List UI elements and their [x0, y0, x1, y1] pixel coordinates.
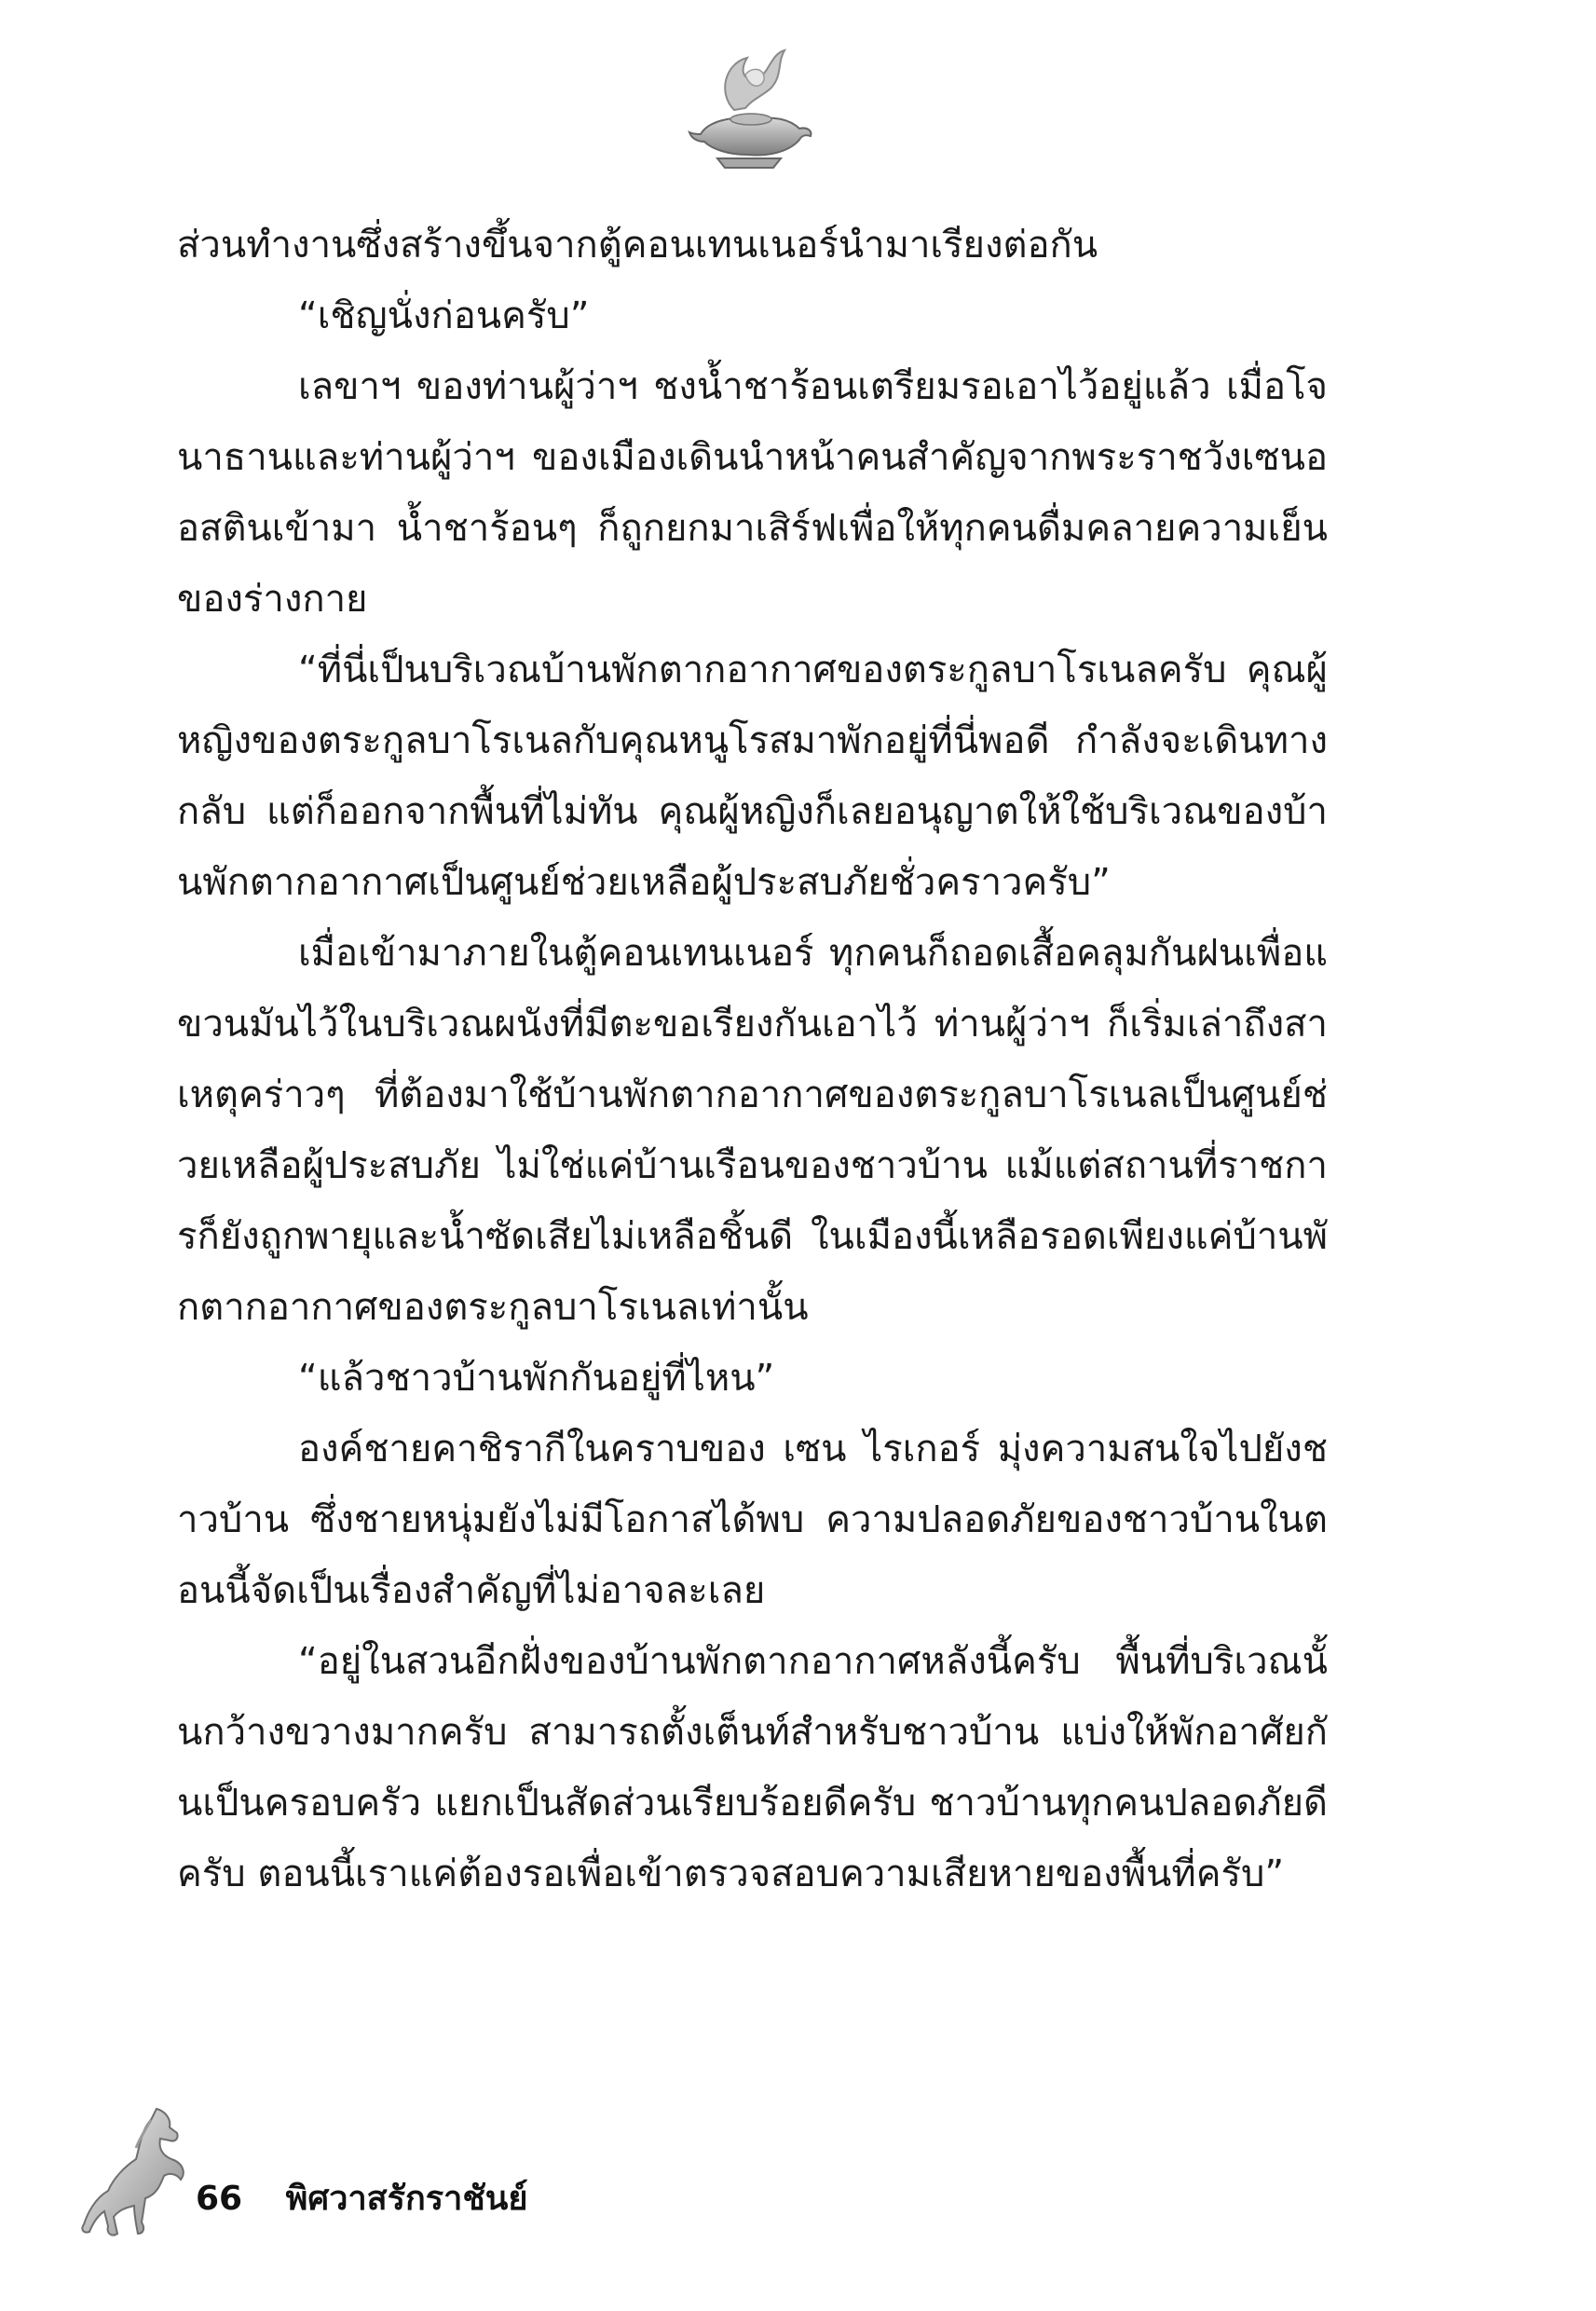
paragraph: “เชิญนั่งก่อนครับ”: [298, 294, 590, 337]
book-title: พิศวาสรักราชันย์: [285, 2180, 528, 2218]
paragraph: เมื่อเข้ามาภายในตู้คอนเทนเนอร์ ทุกคนก็ถอดเสื้อคลุมกันฝนเพื่อแขวนมันไว้ในบริเวณผนังที่มีตะขอเรียงกันเอาไว้ ท่านผู้ว่าฯ ก็เริ่มเล่าถึงสาเหตุคร่าวๆ ที่ต้องมาใช้บ้านพักตากอากาศของตระกูลบาโรเนลเป็นศูนย์ช่วยเหลือผู้ประสบภัย ไม่ใช่แค่บ้านเรือนของชาวบ้าน แม้แต่สถานที่ราชการก็ยังถูกพายุและน้ำซัดเสียไม่เหลือชิ้นดี ในเมืองนี้เหลือรอดเพียงแค่บ้านพักตากอากาศของตระกูลบาโรเนลเท่านั้น: [177, 932, 1328, 1329]
paragraph: เลขาฯ ของท่านผู้ว่าฯ ชงน้ำชาร้อนเตรียมรอเอาไว้อยู่แล้ว เมื่อโจนาธานและท่านผู้ว่าฯ ของเมืองเดินนำหน้าคนสำคัญจากพระราชวังเซนออสตินเข้ามา น้ำชาร้อนๆ ก็ถูกยกมาเสิร์ฟเพื่อให้ทุกคนดื่มคลายความเย็นของร่างกาย: [177, 365, 1328, 621]
paragraph: “ที่นี่เป็นบริเวณบ้านพักตากอากาศของตระกูลบาโรเนลครับ คุณผู้หญิงของตระกูลบาโรเนลกับคุณหนูโรสมาพักอยู่ที่นี่พอดี กำลังจะเดินทางกลับ แต่ก็ออกจากพื้นที่ไม่ทัน คุณผู้หญิงก็เลยอนุญาตให้ใช้บริเวณของบ้านพักตากอากาศเป็นศูนย์ช่วยเหลือผู้ประสบภัยชั่วคราวครับ”: [177, 649, 1328, 904]
genie-lamp-icon: [680, 37, 820, 177]
page-number: 66: [196, 2180, 243, 2218]
rearing-horse-icon: [67, 2101, 198, 2241]
page-footer: [196, 2171, 527, 2224]
paragraph: องค์ชายคาชิรากีในคราบของ เซน ไรเกอร์ มุ่งความสนใจไปยังชาวบ้าน ซึ่งชายหนุ่มยังไม่มีโอกาสได้พบ ความปลอดภัยของชาวบ้านในตอนนี้จัดเป็นเรื่องสำคัญที่ไม่อาจละเลย: [177, 1428, 1328, 1612]
page-body: [177, 210, 1328, 1909]
paragraph: ส่วนทำงานซึ่งสร้างขึ้นจากตู้คอนเทนเนอร์นำมาเรียงต่อกัน: [177, 224, 1098, 267]
paragraph: “อยู่ในสวนอีกฝั่งของบ้านพักตากอากาศหลังนี้ครับ พื้นที่บริเวณนั้นกว้างขวางมากครับ สามารถตั้งเต็นท์สำหรับชาวบ้าน แบ่งให้พักอาศัยกันเป็นครอบครัว แยกเป็นสัดส่วนเรียบร้อยดีครับ ชาวบ้านทุกคนปลอดภัยดีครับ ตอนนี้เราแค่ต้องรอเพื่อเข้าตรวจสอบความเสียหายของพื้นที่ครับ”: [177, 1640, 1328, 1895]
paragraph: “แล้วชาวบ้านพักกันอยู่ที่ไหน”: [298, 1357, 775, 1400]
